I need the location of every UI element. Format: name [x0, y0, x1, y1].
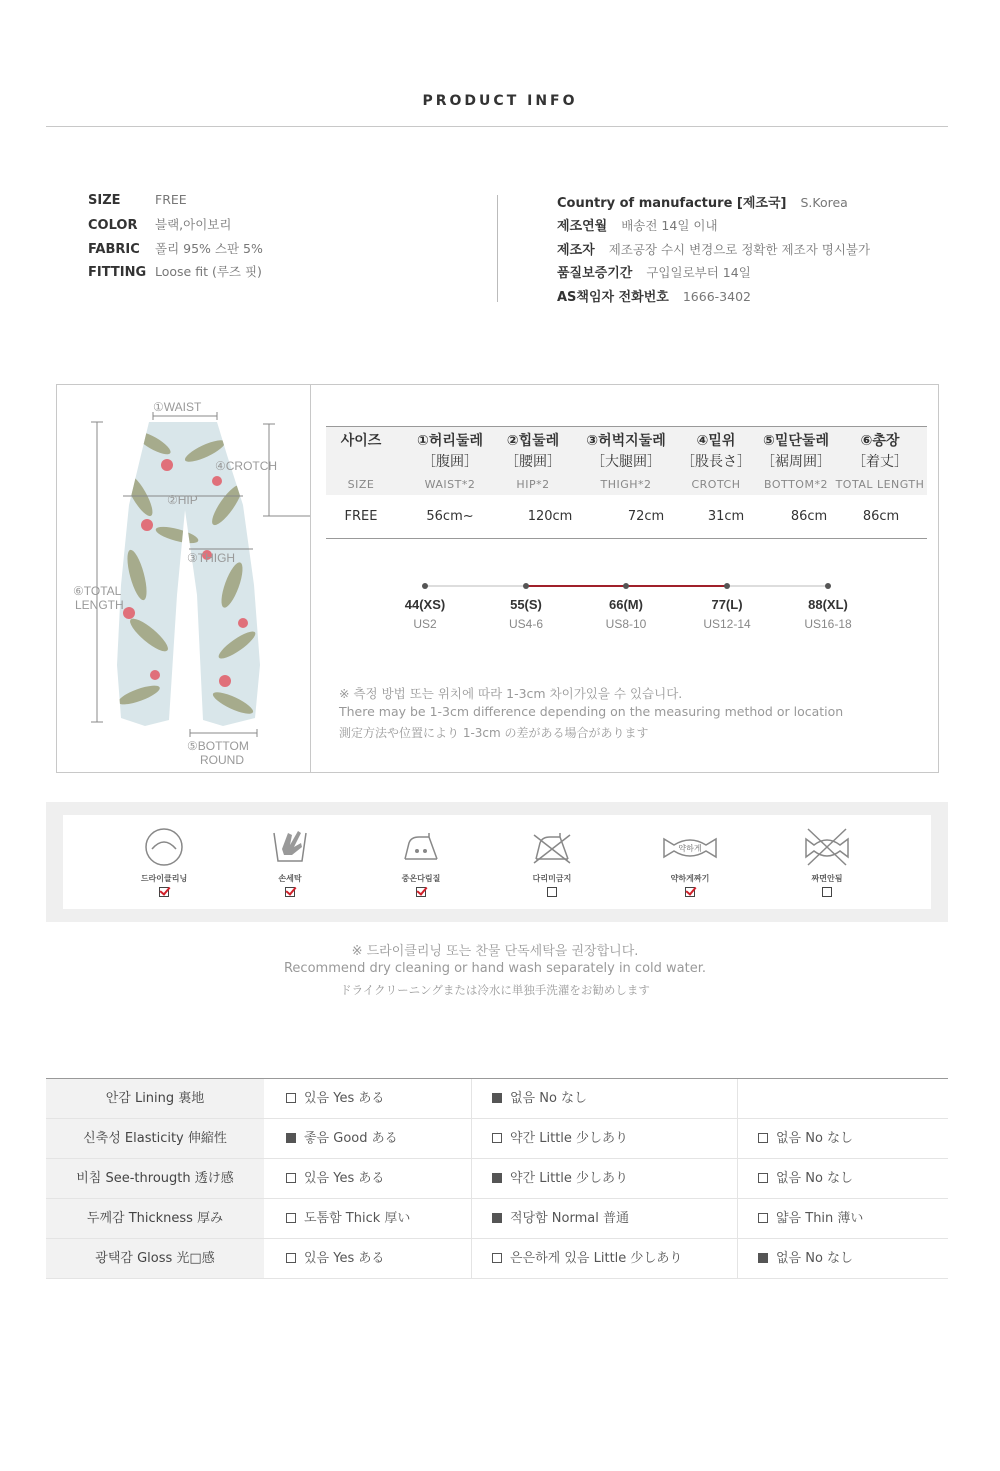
info-label: 제조연월 — [557, 219, 608, 235]
info-label: Country of manufacture [제조국] — [557, 196, 787, 211]
hip-label: ②HIP — [167, 493, 198, 507]
measure-note-ko: ※ 측정 방법 또는 위치에 따라 1-3cm 차이가있을 수 있습니다. — [339, 686, 683, 701]
measure-note-en: There may be 1-3cm difference depending on the measuring method or location — [339, 704, 844, 719]
option-label: 약간 Little 少しあり — [510, 1171, 629, 1186]
scale-dot — [422, 583, 428, 589]
care-checkbox — [547, 887, 557, 897]
info-value: 1666-3402 — [682, 288, 751, 304]
info-row-country — [557, 192, 870, 215]
property-option — [758, 1159, 853, 1198]
scale-us-label: US2 — [413, 617, 437, 631]
gentle-wring-icon — [660, 827, 720, 867]
info-value: 배송전 14일 이내 — [621, 218, 718, 234]
info-label: 품질보증기간 — [557, 266, 633, 282]
option-label: 없음 No なし — [776, 1171, 854, 1186]
spec-value: 폴리 95% 스판 5% — [155, 240, 263, 256]
property-name: 광택감 Gloss 光□感 — [46, 1239, 264, 1278]
option-checkbox — [286, 1133, 296, 1143]
product-spec-list — [88, 192, 263, 286]
option-checkbox — [492, 1133, 502, 1143]
option-checkbox — [758, 1253, 768, 1263]
property-name: 신축성 Elasticity 伸縮性 — [46, 1119, 264, 1158]
property-name: 안감 Lining 裏地 — [46, 1079, 264, 1118]
care-checkbox — [822, 887, 832, 897]
property-option — [286, 1239, 384, 1278]
scale-dot — [724, 583, 730, 589]
property-row-gloss — [46, 1239, 948, 1279]
care-label: 약하게짜기 — [670, 874, 710, 883]
hand-wash-icon — [268, 827, 312, 867]
info-row-as-phone — [557, 286, 870, 309]
no-iron-icon — [530, 827, 574, 867]
property-row-see-through — [46, 1159, 948, 1199]
total-length-label-2: LENGTH — [75, 598, 124, 612]
cell-thigh: 72cm — [627, 509, 665, 524]
header-total-length: ⑥총장 ［着丈］ TOTAL LENGTH — [835, 433, 925, 491]
property-name: 비침 See-througth 透け感 — [46, 1159, 264, 1198]
property-option — [492, 1079, 587, 1118]
section-title: PRODUCT INFO — [422, 93, 578, 109]
header-thigh: ③허벅지둘레 ［大腿囲］ THIGH*2 — [586, 433, 666, 491]
info-divider — [497, 195, 498, 302]
property-option — [492, 1199, 629, 1238]
cell-bottom: 86cm — [790, 509, 828, 524]
scale-size-label: 66(M) — [609, 597, 643, 612]
scale-us-label: US8-10 — [605, 617, 647, 631]
property-row-elasticity — [46, 1119, 948, 1159]
property-option — [286, 1119, 398, 1158]
scale-size-label: 55(S) — [510, 597, 542, 612]
option-label: 없음 No なし — [510, 1091, 588, 1106]
header-size: 사이즈 SIZE — [340, 433, 382, 491]
crotch-label: ④CROTCH — [215, 459, 278, 473]
info-value: 구입일로부터 14일 — [646, 265, 751, 281]
care-note-en: Recommend dry cleaning or hand wash separately in cold water. — [283, 961, 706, 976]
care-checkbox — [159, 887, 169, 897]
measure-note-ja: 測定方法や位置により 1-3cm の差がある場合があります — [339, 726, 649, 740]
cell-size: FREE — [344, 509, 378, 524]
spec-value: 블랙,아이보리 — [155, 217, 232, 233]
spec-value: FREE — [155, 192, 187, 207]
info-row-date — [557, 215, 870, 238]
care-label: 드라이클리닝 — [140, 874, 188, 883]
scale-us-label: US4-6 — [508, 617, 544, 631]
care-item-gentle-wring — [650, 827, 730, 897]
option-checkbox — [758, 1133, 768, 1143]
option-label: 있음 Yes ある — [304, 1091, 385, 1106]
spec-row-fabric — [88, 239, 263, 262]
scale-dot — [825, 583, 831, 589]
total-length-label: ⑥TOTAL — [73, 584, 122, 598]
option-checkbox — [492, 1173, 502, 1183]
spec-label: FABRIC — [88, 241, 140, 257]
property-option — [492, 1159, 628, 1198]
option-label: 있음 Yes ある — [304, 1251, 385, 1266]
care-label: 손세탁 — [278, 874, 302, 883]
care-checkbox — [285, 887, 295, 897]
iron-medium-icon — [399, 827, 443, 867]
title-divider — [46, 126, 948, 127]
scale-dot — [523, 583, 529, 589]
property-option — [758, 1119, 853, 1158]
info-row-warranty — [557, 262, 870, 285]
care-checkbox — [416, 887, 426, 897]
size-guide-panel — [56, 384, 939, 773]
option-label: 약간 Little 少しあり — [510, 1131, 629, 1146]
info-row-maker — [557, 239, 870, 262]
option-label: 적당함 Normal 普通 — [510, 1211, 629, 1226]
care-instructions-panel — [46, 802, 948, 922]
option-label: 좋음 Good ある — [304, 1131, 398, 1146]
care-checkbox — [685, 887, 695, 897]
cell-crotch: 31cm — [707, 509, 745, 524]
care-item-no-wring — [787, 827, 867, 897]
scale-us-label: US12-14 — [703, 617, 751, 631]
spec-row-fitting — [88, 262, 263, 285]
info-label: AS책임자 전화번호 — [557, 289, 669, 305]
spec-label: FITTING — [88, 265, 147, 281]
spec-label: SIZE — [88, 193, 121, 208]
option-checkbox — [758, 1173, 768, 1183]
care-label: 중온다림질 — [401, 874, 441, 883]
care-icons-row — [63, 815, 931, 909]
care-label: 다리미금지 — [532, 874, 572, 883]
scale-size-label: 44(XS) — [404, 597, 446, 612]
cell-waist: 56cm~ — [426, 509, 474, 524]
care-note-ko: ※ 드라이클리닝 또는 찬물 단독세탁을 권장합니다. — [351, 944, 639, 959]
scale-size-label: 77(L) — [711, 597, 743, 612]
option-checkbox — [758, 1213, 768, 1223]
waist-label: ①WAIST — [153, 400, 202, 414]
care-note-ja: ドライクリーニングまたは冷水に単独手洗濯をお勧めします — [340, 983, 650, 997]
option-checkbox — [492, 1093, 502, 1103]
property-option — [286, 1199, 410, 1238]
info-label: 제조자 — [557, 242, 595, 258]
option-label: 은은하게 있음 Little 少しあり — [510, 1251, 683, 1266]
property-option — [492, 1119, 628, 1158]
option-label: 얇음 Thin 薄い — [776, 1211, 864, 1226]
property-row-lining — [46, 1079, 948, 1119]
option-checkbox — [286, 1093, 296, 1103]
scale-size-label: 88(XL) — [808, 597, 848, 612]
cell-hip: 120cm — [527, 509, 573, 524]
care-label: 짜면안됨 — [811, 874, 843, 883]
property-option — [286, 1159, 384, 1198]
option-label: 도톰함 Thick 厚い — [304, 1211, 411, 1226]
property-option — [286, 1079, 384, 1118]
info-value: 제조공장 수시 변경으로 정확한 제조자 명시불가 — [608, 241, 871, 257]
option-checkbox — [286, 1213, 296, 1223]
info-value: S.Korea — [800, 195, 848, 210]
dry-clean-icon — [142, 827, 186, 867]
scale-dot — [623, 583, 629, 589]
option-label: 없음 No なし — [776, 1131, 854, 1146]
no-wring-icon — [802, 827, 852, 867]
option-checkbox — [492, 1213, 502, 1223]
scale-us-label: US16-18 — [804, 617, 852, 631]
option-checkbox — [286, 1173, 296, 1183]
spec-value: Loose fit (루즈 핏) — [155, 264, 262, 280]
fabric-properties-table — [46, 1078, 948, 1279]
care-item-no-iron — [512, 827, 592, 897]
option-checkbox — [286, 1253, 296, 1263]
option-label: 없음 No なし — [776, 1251, 854, 1266]
property-row-thickness — [46, 1199, 948, 1239]
property-option — [758, 1199, 863, 1238]
property-name: 두께감 Thickness 厚み — [46, 1199, 264, 1238]
bottom-round-label-2: ROUND — [200, 753, 244, 767]
header-waist: ①허리둘레 ［腹囲］ WAIST*2 — [417, 433, 483, 491]
option-label: 있음 Yes ある — [304, 1171, 385, 1186]
option-checkbox — [492, 1253, 502, 1263]
gentle-wring-text: 약하게 — [678, 844, 702, 853]
care-item-hand-wash — [250, 827, 330, 897]
spec-row-size — [88, 192, 263, 215]
property-option — [758, 1239, 853, 1278]
thigh-label: ③THIGH — [187, 551, 236, 565]
manufacture-info-list — [557, 192, 870, 309]
header-hip: ②힙둘레 ［腰囲］ HIP*2 — [505, 433, 561, 491]
cell-total-length: 86cm — [862, 509, 900, 524]
care-item-dry-clean — [124, 827, 204, 897]
bottom-round-label: ⑤BOTTOM — [187, 739, 249, 753]
care-item-iron-medium — [381, 827, 461, 897]
header-crotch: ④밑위 ［股長さ］ CROTCH — [681, 433, 751, 491]
header-bottom: ⑤밑단둘레 ［裾周囲］ BOTTOM*2 — [761, 433, 831, 491]
spec-row-color — [88, 215, 263, 238]
property-option — [492, 1239, 682, 1278]
spec-label: COLOR — [88, 218, 138, 234]
